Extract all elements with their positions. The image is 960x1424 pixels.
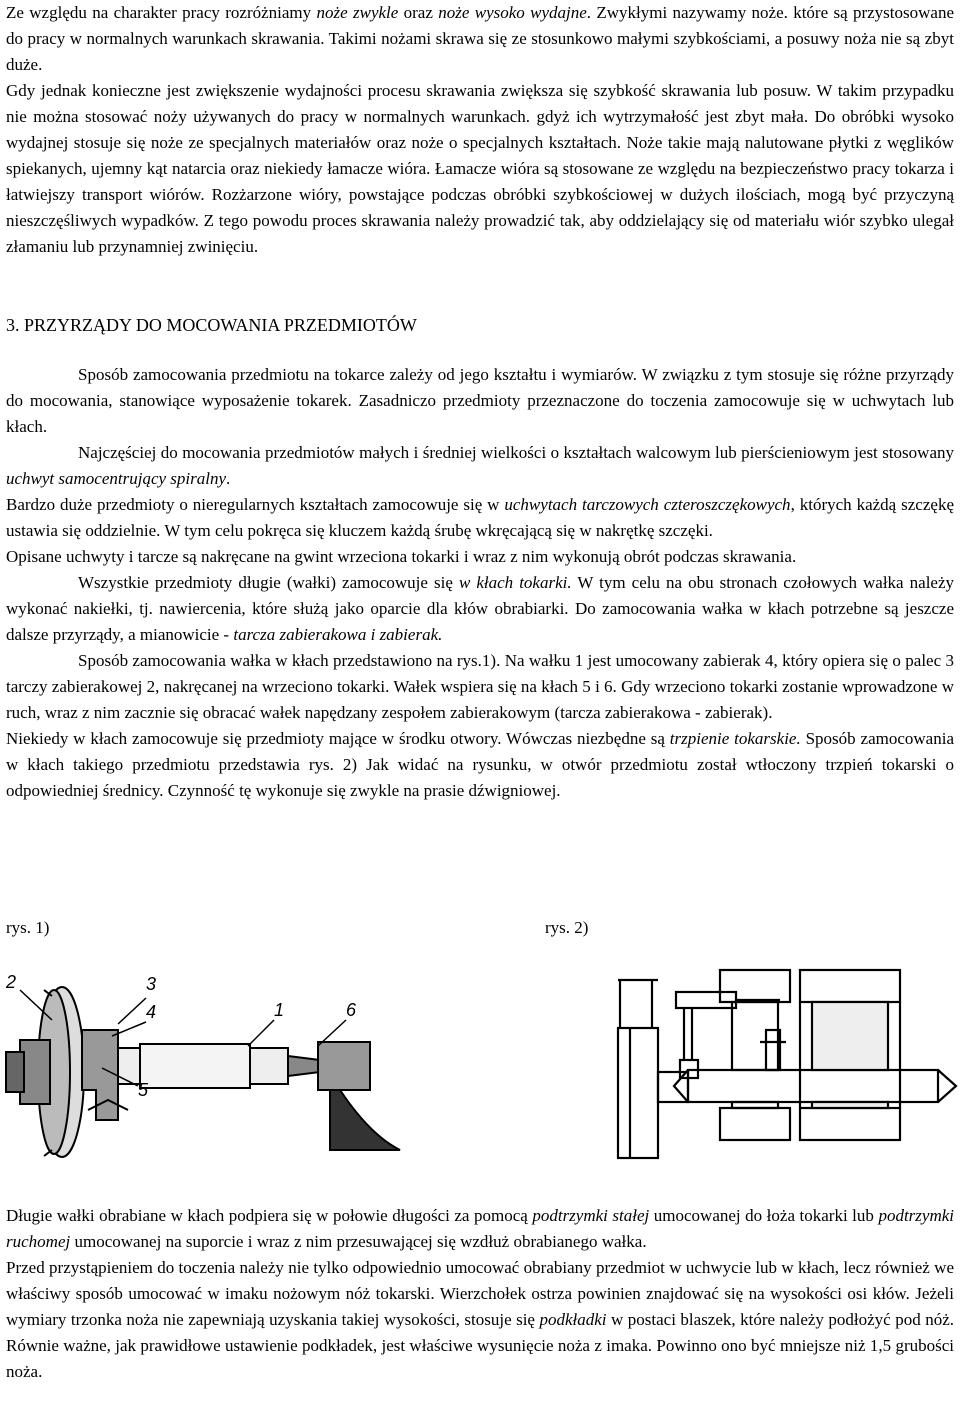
label-1: 1 <box>274 1000 285 1020</box>
closing-paragraph-2: Przed przystąpieniem do toczenia należy nie tylko odpowiednio umocować obrabiany przedmiot w uchwycie lub w kłach, lecz również we właściwy sposób umocować w imaku nożowym nóż tokarski. Wierzchołek ostrza powinien znajdować się na wysokości osi kłów. Jeżeli wymiary trzonka noża nie zapewniają uzyskania takiej wysokości, stosuje się podkładki w postaci blaszek, które należy podłożyć pod nóż. Równie ważne, jak prawidłowe ustawienie podkładek, jest właściwe wysunięcie noża z imaka. Powinno ono być mniejsze niż 1,5 grubości noża. <box>6 1258 954 1381</box>
label-6: 6 <box>346 1000 357 1020</box>
figure-1-caption: rys. 1) <box>6 918 50 937</box>
figure-1-drawing <box>0 960 420 1175</box>
section-paragraph-1: Sposób zamocowania przedmiotu na tokarce zależy od jego kształtu i wymiarów. W związku z tym stosuje się różne przyrządy do mocowania, stanowiące wyposażenie tokarek. Zasadniczo przedmioty przeznaczone do toczenia zamocowuje się w uchwytach lub kłach. <box>6 365 954 436</box>
intro-block <box>6 0 954 260</box>
intro-paragraph-2: Gdy jednak konieczne jest zwiększenie wydajności procesu skrawania zwiększa się szybkość skrawania lub posuw. W takim przypadku nie można stosować noży używanych do pracy w normalnych warunkach. gdyż ich wytrzymałość jest zbyt mała. Do obróbki wysoko wydajnej stosuje się noże ze specjalnych materiałów oraz noże o specjalnych kształtach. Noże takie mają nalutowane płytki z węglików spiekanych, ujemny kąt natarcia oraz niekiedy łamacze wióra. Łamacze wióra są stosowane ze względu na bezpieczeństwo pracy tokarza i łatwiejszy transport wiórów. Rozżarzone wióry, powstające podczas obróbki szybkościowej w dużych ilościach, mogą być przyczyną nieszczęśliwych wypadków. Z tego powodu proces skrawania należy prowadzić tak, aby oddzielający się od materiału wiór szybko ulegał złamaniu lub przynamniej zwinięciu. <box>6 81 954 256</box>
label-5: 5 <box>138 1080 149 1100</box>
section-paragraph-4: Opisane uchwyty i tarcze są nakręcane na gwint wrzeciona tokarki i wraz z nim wykonują obrót podczas skrawania. <box>6 547 797 566</box>
closing-block <box>6 1203 954 1385</box>
section-paragraph-2: Najczęściej do mocowania przedmiotów małych i średniej wielkości o kształtach walcowym lub pierścieniowym jest stosowany uchwyt samocentrujący spiralny. <box>6 443 954 488</box>
section-paragraph-7: Niekiedy w kłach zamocowuje się przedmioty mające w środku otwory. Wówczas niezbędne są trzpienie tokarskie. Sposób zamocowania w kłach takiego przedmiotu przedstawia rys. 2) Jak widać na rysunku, w otwór przedmiotu został wtłoczony trzpień tokarski o odpowiedniej średnicy. Czynność tę wykonuje się zwykle na prasie dźwigniowej. <box>6 729 955 800</box>
section-paragraph-5: Wszystkie przedmioty długie (wałki) zamocowuje się w kłach tokarki. W tym celu na obu stronach czołowych wałka należy wykonać nakiełki, tj. nawiercenia, które służą jako oparcie dla kłów obrabiarki. Do zamocowania wałka w kłach potrzebne są jeszcze dalsze przyrządy, a mianowicie - tarcza zabierakowa i zabierak. <box>6 573 955 644</box>
label-3: 3 <box>146 974 157 994</box>
section-body <box>6 362 954 804</box>
section-paragraph-6: Sposób zamocowania wałka w kłach przedstawiono na rys.1). Na wałku 1 jest umocowany zabierak 4, który opiera się o palec 3 tarczy zabierakowej 2, nakręcanej na wrzeciono tokarki. Wałek wspiera się na kłach 5 i 6. Gdy wrzeciono tokarki zostanie wprowadzone w ruch, wraz z nim zacznie się obracać wałek napędzany zespołem zabierakowym (tarcza zabierakowa - zabierak). <box>6 651 954 722</box>
intro-paragraph-1: Ze względu na charakter pracy rozróżniamy noże zwykle oraz noże wysoko wydajne. Zwykłymi nazywamy noże. które są przystosowane do pracy w normalnych warunkach skrawania. Takimi nożami skrawa się ze stosunkowo małymi szybkościami, a posuwy noża nie są zbyt duże. <box>6 3 955 74</box>
figure-2-drawing <box>600 960 960 1175</box>
section-paragraph-3: Bardzo duże przedmioty o nieregularnych kształtach zamocowuje się w uchwytach tarczowych czteroszczękowych, których każdą szczękę ustawia się oddzielnie. W tym celu pokręca się kluczem każdą śrubę wkręcającą się w nakrętkę szczęki. <box>6 495 954 540</box>
section-heading: 3. PRZYRZĄDY DO MOCOWANIA PRZEDMIOTÓW <box>6 315 417 335</box>
figure-2-caption: rys. 2) <box>545 918 589 937</box>
closing-paragraph-1: Długie wałki obrabiane w kłach podpiera się w połowie długości za pomocą podtrzymki stałej umocowanej do łoża tokarki lub podtrzymki ruchomej umocowanej na suporcie i wraz z nim przesuwającej się wzdłuż obrabianego wałka. <box>6 1206 954 1251</box>
label-2: 2 <box>6 972 17 992</box>
label-4: 4 <box>146 1002 157 1022</box>
